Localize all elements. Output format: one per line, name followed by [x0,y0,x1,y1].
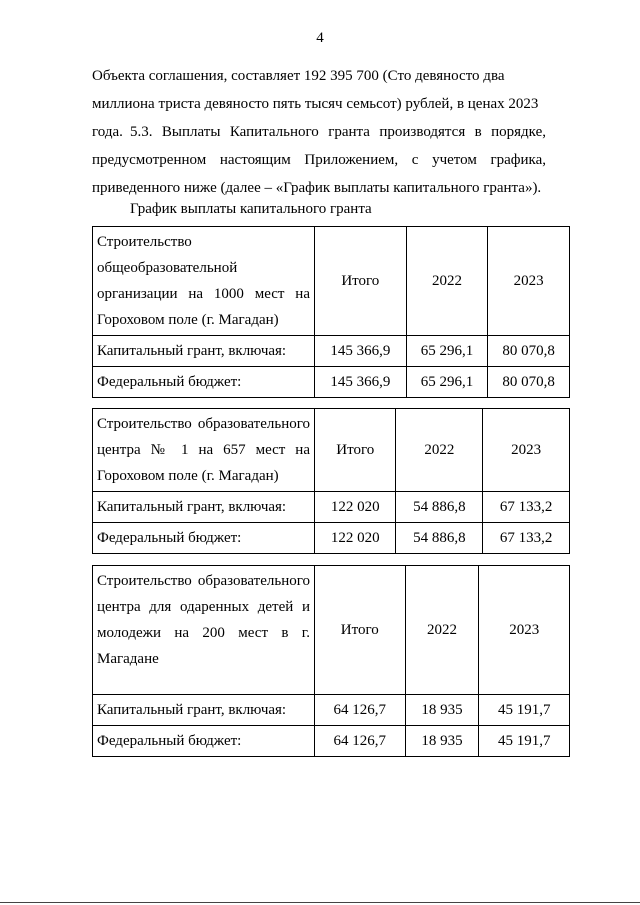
cell-total: 64 126,7 [315,695,406,726]
grant-table-3 [92,565,570,757]
table-header-row [93,566,570,695]
grant-table-1 [92,226,570,398]
row-label: Федеральный бюджет: [93,726,315,757]
header-total: Итого [315,409,396,492]
cell-2023: 80 070,8 [488,336,570,367]
cell-2022: 54 886,8 [396,523,483,554]
cell-2022: 65 296,1 [406,336,488,367]
paragraph-amount: Объекта соглашения, составляет 192 395 700 (Сто девяносто два миллиона триста девяносто пять тысяч семьсот) рублей, в ценах 2023 года. [92,68,539,140]
object-title: Строительство образовательного центра № 1 на 657 мест на Гороховом поле (г. Магадан) [93,409,315,492]
object-title: Строительство образовательного центра для одаренных детей и молодежи на 200 мест в г. Магадане [93,566,315,695]
cell-total: 145 366,9 [315,336,407,367]
cell-2023: 45 191,7 [479,726,570,757]
table-row [93,492,570,523]
header-2023: 2023 [488,227,570,336]
row-label: Федеральный бюджет: [93,367,315,398]
cell-2022: 65 296,1 [406,367,488,398]
cell-2023: 67 133,2 [483,523,570,554]
table-row [93,523,570,554]
table-row [93,695,570,726]
table-row [93,367,570,398]
table-header-row [93,227,570,336]
row-label: Капитальный грант, включая: [93,695,315,726]
header-2023: 2023 [479,566,570,695]
cell-2023: 45 191,7 [479,695,570,726]
cell-2022: 54 886,8 [396,492,483,523]
table-header-row [93,409,570,492]
scan-edge-line [0,902,640,903]
table-row [93,726,570,757]
row-label: Капитальный грант, включая: [93,492,315,523]
header-total: Итого [315,566,406,695]
schedule-caption: График выплаты капитального гранта [130,201,372,217]
paragraph-5-3: 5.3. Выплаты Капитального гранта производятся в порядке, предусмотренном настоящим Приложением, с учетом графика, приведенного ниже (далее – «График выплаты капитального гранта»). [92,124,546,196]
page-number: 4 [316,30,324,46]
cell-total: 122 020 [315,523,396,554]
header-2022: 2022 [396,409,483,492]
header-total: Итого [315,227,407,336]
cell-total: 64 126,7 [315,726,406,757]
cell-total: 145 366,9 [315,367,407,398]
cell-total: 122 020 [315,492,396,523]
grant-table-2 [92,408,570,554]
cell-2023: 67 133,2 [483,492,570,523]
row-label: Капитальный грант, включая: [93,336,315,367]
object-title: Строительство общеобразовательной организации на 1000 мест на Гороховом поле (г. Магадан) [93,227,315,336]
cell-2022: 18 935 [405,695,479,726]
cell-2023: 80 070,8 [488,367,570,398]
header-2022: 2022 [406,227,488,336]
header-2022: 2022 [405,566,479,695]
row-label: Федеральный бюджет: [93,523,315,554]
header-2023: 2023 [483,409,570,492]
table-row [93,336,570,367]
cell-2022: 18 935 [405,726,479,757]
